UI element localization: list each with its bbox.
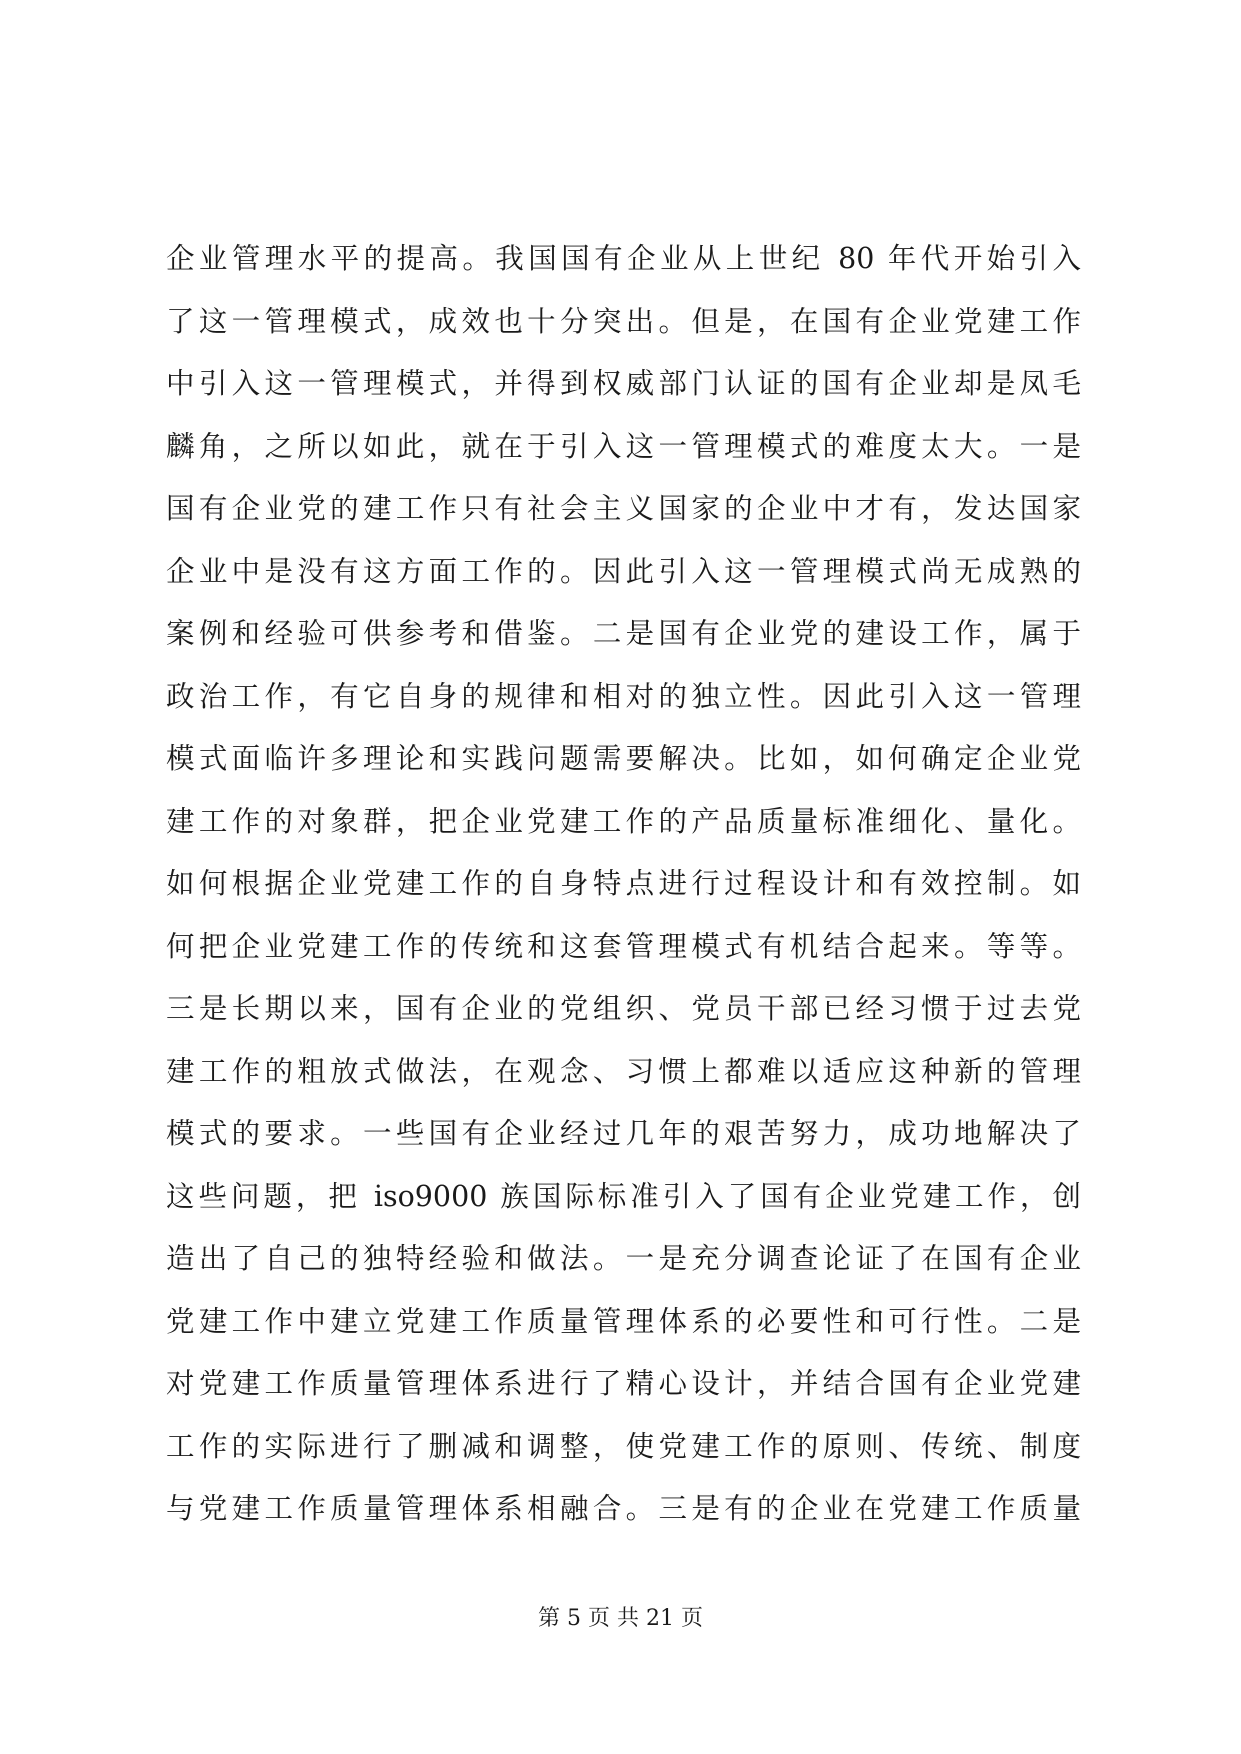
text-line: 模式面临许多理论和实践问题需要解决。比如，如何确定企业党 — [166, 742, 1081, 775]
text-line: 企业管理水平的提高。我国国有企业从上世纪 80 年代开始引入 — [166, 242, 1081, 275]
text-line: 党建工作中建立党建工作质量管理体系的必要性和可行性。二是 — [166, 1304, 1081, 1338]
text-line: 中引入这一管理模式，并得到权威部门认证的国有企业却是凤毛 — [166, 367, 1081, 400]
page-number-label: 第 5 页 共 21 页 — [538, 1606, 703, 1631]
text-line: 如何根据企业党建工作的自身特点进行过程设计和有效控制。如 — [166, 867, 1081, 900]
text-line: 国有企业党的建工作只有社会主义国家的企业中才有，发达国家 — [166, 492, 1081, 525]
text-line: 模式的要求。一些国有企业经过几年的艰苦努力，成功地解决了 — [166, 1117, 1081, 1150]
text-line: 与党建工作质量管理体系相融合。三是有的企业在党建工作质量 — [166, 1492, 1081, 1525]
page-footer — [0, 1604, 1241, 1634]
text-line: 对党建工作质量管理体系进行了精心设计，并结合国有企业党建 — [166, 1367, 1081, 1400]
text-line: 麟角，之所以如此，就在于引入这一管理模式的难度太大。一是 — [166, 429, 1081, 463]
text-line: 三是长期以来，国有企业的党组织、党员干部已经习惯于过去党 — [166, 992, 1081, 1025]
text-line: 政治工作，有它自身的规律和相对的独立性。因此引入这一管理 — [166, 679, 1081, 713]
text-line: 何把企业党建工作的传统和这套管理模式有机结合起来。等等。 — [166, 929, 1081, 963]
text-line: 这些问题，把 iso9000 族国际标准引入了国有企业党建工作，创 — [166, 1179, 1081, 1213]
text-line: 建工作的对象群，把企业党建工作的产品质量标准细化、量化。 — [166, 804, 1081, 838]
text-line: 企业中是没有这方面工作的。因此引入这一管理模式尚无成熟的 — [166, 554, 1081, 588]
text-line: 了这一管理模式，成效也十分突出。但是，在国有企业党建工作 — [166, 304, 1081, 338]
body-text — [166, 228, 1081, 1541]
text-line: 建工作的粗放式做法，在观念、习惯上都难以适应这种新的管理 — [166, 1054, 1081, 1088]
text-line: 案例和经验可供参考和借鉴。二是国有企业党的建设工作，属于 — [166, 617, 1081, 650]
text-line: 造出了自己的独特经验和做法。一是充分调查论证了在国有企业 — [166, 1242, 1081, 1275]
text-line: 工作的实际进行了删减和调整，使党建工作的原则、传统、制度 — [166, 1429, 1081, 1463]
